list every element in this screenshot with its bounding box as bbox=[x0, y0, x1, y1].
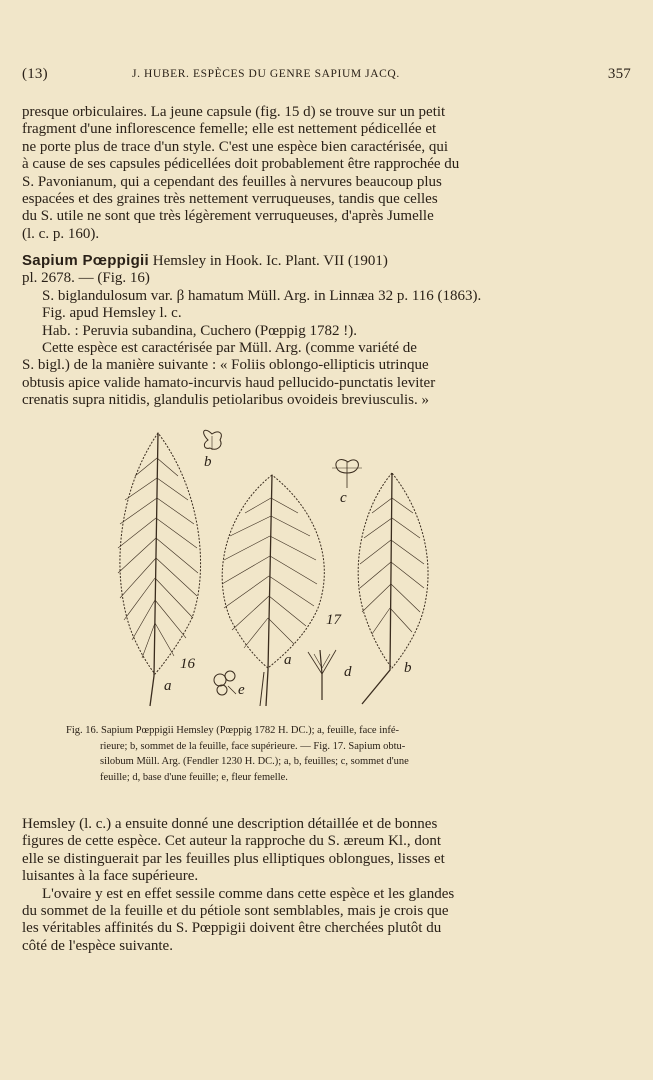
text-line: du S. utile ne sont que très légèrement verruqueuses, d'après Jumelle bbox=[22, 208, 434, 225]
text-line: (l. c. p. 160). bbox=[22, 225, 100, 242]
female-flower-17e bbox=[214, 671, 236, 695]
label-17: 17 bbox=[326, 612, 341, 628]
text-line: figures de cette espèce. Cet auteur la rapproche du S. æreum Kl., dont bbox=[22, 833, 442, 850]
species-entry bbox=[22, 252, 628, 410]
page-number: 357 bbox=[607, 66, 631, 82]
running-header bbox=[22, 66, 631, 88]
label-a-17: a bbox=[284, 652, 292, 668]
species-authority: Hemsley in Hook. Ic. Plant. VII (1901) bbox=[149, 253, 388, 269]
leaf-17b bbox=[358, 473, 428, 704]
text-line: S. bigl.) de la manière suivante : « Foliis oblongo-ellipticis utrinque bbox=[22, 357, 429, 374]
text-line: elle se distinguerait par les feuilles plus elliptiques oblongues, lisses et bbox=[22, 850, 445, 867]
text-line: luisantes à la face supérieure. bbox=[22, 868, 199, 885]
leaf-tip-16b bbox=[204, 430, 222, 450]
label-a-16: a bbox=[164, 678, 172, 694]
text-line: fragment d'une inflorescence femelle; elle est nettement pédicellée et bbox=[22, 121, 437, 138]
page-ref: (13) bbox=[22, 66, 48, 82]
species-figure-ref: Fig. apud Hemsley l. c. bbox=[42, 305, 182, 322]
leaf-base-17d bbox=[308, 650, 336, 700]
leaf-figure-svg bbox=[100, 428, 550, 708]
species-habitat: Hab. : Peruvia subandina, Cuchero (Pœppig 1782 !). bbox=[42, 322, 357, 339]
text-line: L'ovaire y est en effet sessile comme dans cette espèce et les glandes bbox=[42, 885, 455, 902]
text-line: presque orbiculaires. La jeune capsule (fig. 15 d) se trouve sur un petit bbox=[22, 104, 446, 120]
label-e-17: e bbox=[238, 682, 245, 698]
text-line: obtusis apice valide hamato-incurvis haud pellucido-punctatis leviter bbox=[22, 374, 436, 391]
label-16: 16 bbox=[180, 656, 195, 672]
text-line: Cette espèce est caractérisée par Müll. Arg. (comme variété de bbox=[42, 340, 417, 357]
paragraph-hemsley bbox=[22, 816, 628, 955]
leaf-17a bbox=[222, 475, 324, 706]
running-title: J. HUBER. ESPÈCES DU GENRE SAPIUM JACQ. bbox=[132, 68, 400, 80]
label-d-17: d bbox=[344, 664, 352, 680]
species-synonym: S. biglandulosum var. β hamatum Müll. Arg. in Linnæa 32 p. 116 (1863). bbox=[42, 287, 482, 304]
text-line: côté de l'espèce suivante. bbox=[22, 937, 173, 954]
label-b-16: b bbox=[204, 454, 212, 470]
text-line: ne porte plus de trace d'un style. C'est une espèce bien caractérisée, qui bbox=[22, 138, 449, 155]
species-heading bbox=[22, 252, 628, 270]
species-plate-ref: pl. 2678. — (Fig. 16) bbox=[22, 270, 150, 287]
caption-line: feuille; d, base d'une feuille; e, fleur femelle. bbox=[100, 771, 288, 783]
figure-caption bbox=[66, 723, 586, 785]
caption-line: Fig. 16. Sapium Pœppigii Hemsley (Pœppig 1782 H. DC.); a, feuille, face infé- bbox=[66, 725, 400, 736]
leaf-tip-17c bbox=[332, 460, 362, 488]
species-name: Sapium Pœppigii bbox=[22, 252, 149, 269]
text-line: crenatis supra nitidis, glandulis petiolaribus ovoideis breviusculis. » bbox=[22, 392, 430, 409]
caption-line: silobum Müll. Arg. (Fendler 1230 H. DC.); a, b, feuilles; c, sommet d'une bbox=[100, 756, 409, 767]
text-line: S. Pavonianum, qui a cependant des feuilles à nervures beaucoup plus bbox=[22, 173, 442, 190]
paragraph-intro bbox=[22, 104, 628, 243]
leaf-illustration bbox=[100, 428, 550, 708]
text-line: du sommet de la feuille et du pétiole sont semblables, mais je crois que bbox=[22, 903, 449, 920]
label-c-17: c bbox=[340, 490, 347, 506]
text-line: Hemsley (l. c.) a ensuite donné une description détaillée et de bonnes bbox=[22, 816, 438, 832]
text-line: espacées et des graines très nettement verruqueuses, tandis que celles bbox=[22, 191, 438, 208]
text-line: à cause de ses capsules pédicellées doit probablement être rapprochée du bbox=[22, 156, 460, 173]
text-line: les véritables affinités du S. Pœppigii doivent être cherchées plutôt du bbox=[22, 920, 442, 937]
caption-line: rieure; b, sommet de la feuille, face supérieure. — Fig. 17. Sapium obtu- bbox=[100, 740, 406, 752]
label-b-17: b bbox=[404, 660, 412, 676]
